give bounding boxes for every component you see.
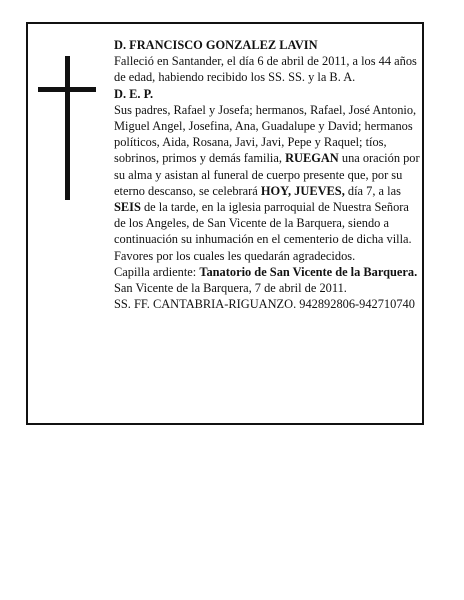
death-statement: Falleció en Santander, el día 6 de abril de 2011, a los 44 años de edad, habiendo recibido los SS. SS. y la B. A.	[114, 54, 417, 85]
cross-icon	[38, 56, 96, 200]
deceased-name: D. FRANCISCO GONZALEZ LAVIN	[114, 38, 318, 52]
ceremony-text: de la tarde, en la iglesia parroquial de Nuestra Señora de los Angeles, de San Vicente de la Barquera, siendo a continuación su inhumación en el cementerio de dicha villa. Favores por los cuales les quedarán agradecidos.	[114, 200, 412, 263]
notice-text	[114, 37, 420, 312]
chapel-name: Tanatorio de San Vicente de la Barquera.	[199, 264, 418, 279]
family-text: Sus padres, Rafael y Josefa; hermanos, Rafael, José Antonio, Miguel Angel, Josefina, Ana, Guadalupe y David; hermanos políticos, Aida, Rosana, Javi, Javi, Pepe y Raquel; tíos, sobrinos, primos y demás familia,	[114, 102, 417, 166]
rip-line: D. E. P.	[114, 86, 154, 101]
chapel-line	[114, 264, 420, 280]
cross-horizontal-bar	[38, 87, 96, 92]
family-paragraph	[114, 102, 420, 264]
date-time-text: día 7, a las	[347, 183, 401, 198]
request-text: una oración por su alma y asistan al funeral de cuerpo presente que, por su eterno descanso, se celebrará	[114, 151, 420, 198]
day-text: HOY, JUEVES,	[260, 183, 345, 198]
ruegan-text: RUEGAN	[285, 151, 339, 166]
cross-vertical-bar	[65, 56, 70, 200]
obituary-notice	[26, 22, 424, 425]
place-date: San Vicente de la Barquera, 7 de abril de 2011.	[114, 281, 347, 296]
funeral-home: SS. FF. CANTABRIA-RIGUANZO. 942892806-942710740	[114, 297, 415, 312]
hour-text: SEIS	[114, 200, 141, 215]
chapel-label: Capilla ardiente:	[114, 264, 197, 279]
